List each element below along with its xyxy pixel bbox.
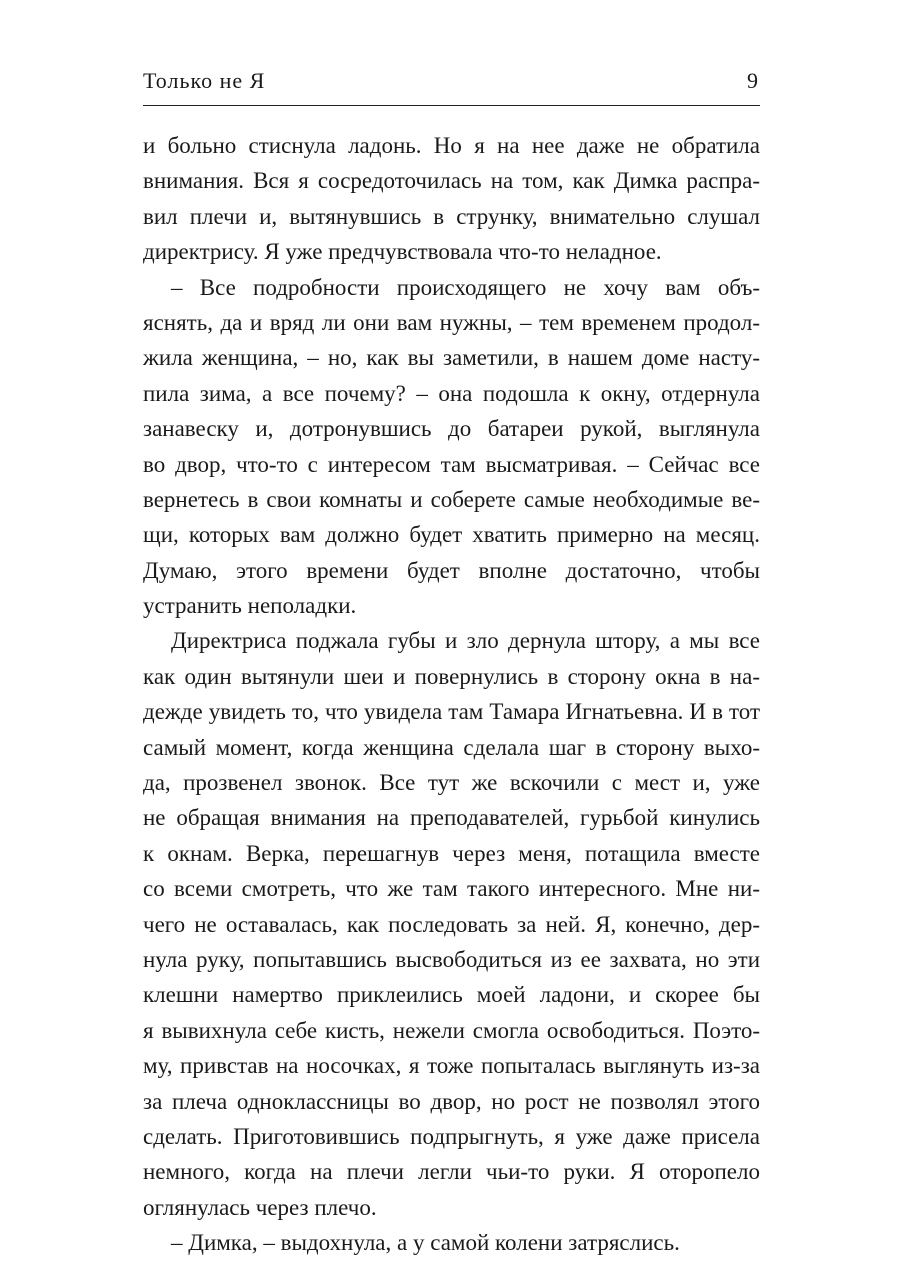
text-line: Думаю, этого времени будет вполне достаточно, чтобы — [143, 557, 760, 583]
text-line: жила женщина, – но, как вы заметили, в нашем доме насту- — [143, 345, 760, 371]
text-line: чего не оставалась, как последовать за ней. Я, конечно, дер- — [143, 911, 760, 937]
text-line: щи, которых вам должно будет хватить примерно на месяц. — [143, 522, 760, 548]
text-line: во двор, что-то с интересом там высматривая. – Сейчас все — [143, 451, 760, 477]
text-line: немного, когда на плечи легли чьи-то руки. Я оторопело — [143, 1159, 760, 1185]
text-line: сделать. Приготовившись подпрыгнуть, я уже даже присела — [143, 1123, 760, 1149]
text-line: не обращая внимания на преподавателей, гурьбой кинулись — [143, 805, 760, 831]
body-text — [143, 128, 760, 1261]
running-title: Только не Я — [143, 68, 266, 93]
text-line: – Все подробности происходящего не хочу вам объ- — [171, 274, 760, 300]
text-line: Директриса поджала губы и зло дернула штору, а мы все — [171, 628, 760, 654]
running-header — [143, 66, 760, 106]
text-line: дежде увидеть то, что увидела там Тамара Игнатьевна. И в тот — [143, 699, 760, 725]
text-line: как один вытянули шеи и повернулись в сторону окна в на- — [143, 663, 760, 689]
text-line: нула руку, попытавшись высвободиться из ее захвата, но эти — [143, 946, 760, 972]
text-line: яснять, да и вряд ли они вам нужны, – тем временем продол- — [143, 309, 760, 335]
text-line: я вывихнула себе кисть, нежели смогла освободиться. Поэто- — [143, 1017, 760, 1043]
text-line: к окнам. Верка, перешагнув через меня, потащила вместе — [143, 840, 760, 866]
page-number: 9 — [747, 68, 758, 93]
text-line: и больно стиснула ладонь. Но я на нее даже не обратила — [143, 133, 760, 158]
text-line: занавеску и, дотронувшись до батареи рукой, выглянула — [143, 416, 760, 442]
text-line: вил плечи и, вытянувшись в струнку, внимательно слушал — [143, 203, 760, 229]
text-line: му, привстав на носочках, я тоже попыталась выглянуть из-за — [143, 1053, 760, 1079]
text-line: за плеча одноклассницы во двор, но рост не позволял этого — [143, 1088, 760, 1114]
paragraph — [143, 1225, 760, 1260]
text-line: директрису. Я уже предчувствовала что-то неладное. — [143, 239, 662, 265]
text-line: пила зима, а все почему? – она подошла к окну, отдернула — [143, 380, 760, 406]
text-line: – Димка, – выдохнула, а у самой колени затряслись. — [171, 1230, 680, 1256]
paragraph — [143, 623, 760, 1225]
text-line: со всеми смотреть, что же там такого интересного. Мне ни- — [143, 876, 760, 902]
paragraph — [143, 270, 760, 624]
text-line: внимания. Вся я сосредоточилась на том, как Димка распра- — [143, 168, 760, 194]
text-line: самый момент, когда женщина сделала шаг в сторону выхо- — [143, 734, 760, 760]
paragraph — [143, 128, 760, 270]
text-line: вернетесь в свои комнаты и соберете самые необходимые ве- — [143, 486, 760, 512]
text-line: да, прозвенел звонок. Все тут же вскочили с мест и, уже — [143, 770, 760, 796]
text-line: устранить неполадки. — [143, 593, 357, 619]
text-line: клешни намертво приклеились моей ладони, и скорее бы — [143, 982, 760, 1008]
text-line: оглянулась через плечо. — [143, 1194, 377, 1220]
